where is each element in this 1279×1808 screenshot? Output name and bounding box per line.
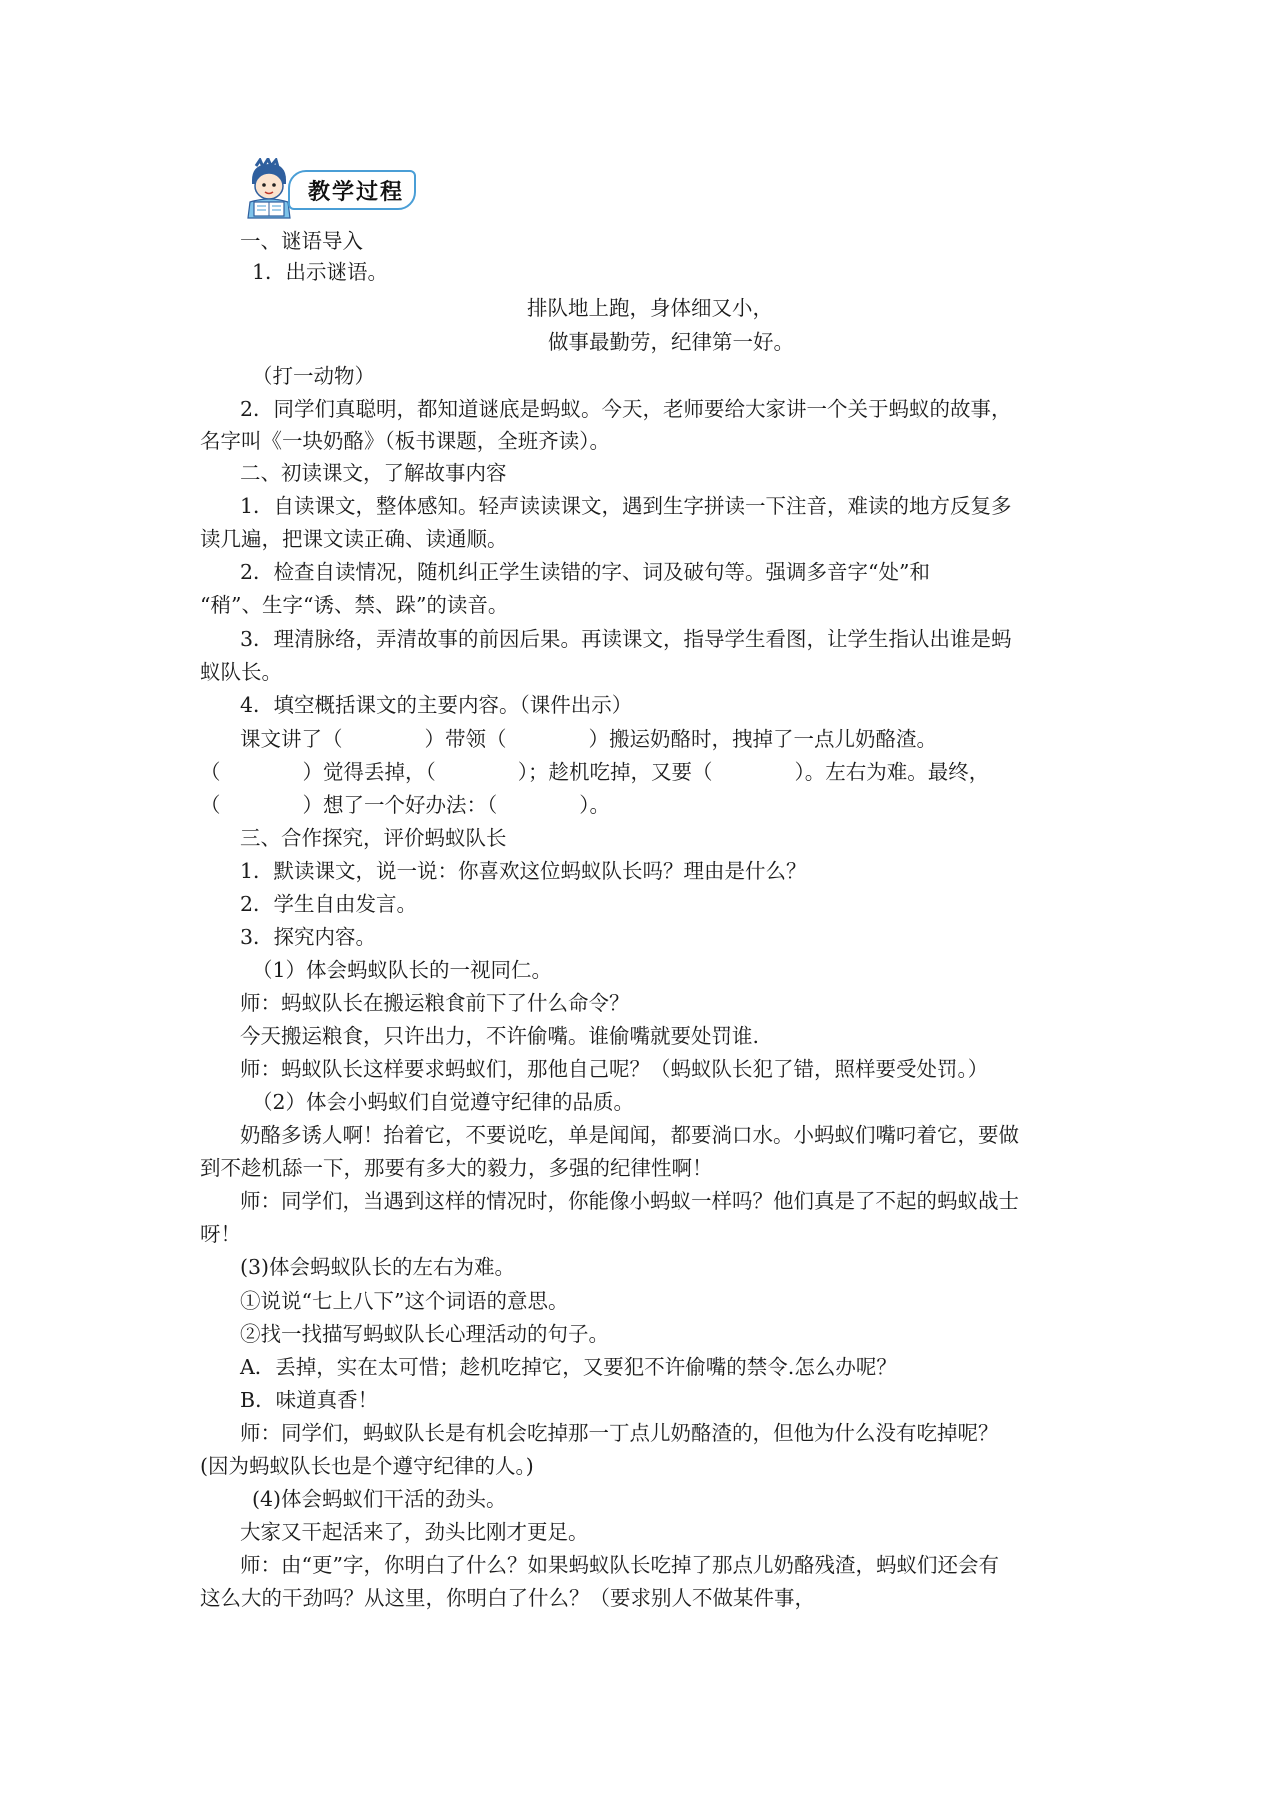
paragraph: ②找一找描写蚂蚁队长心理活动的句子。 (240, 1322, 609, 1346)
sub-heading: （2）体会小蚂蚁们自觉遵守纪律的品质。 (252, 1090, 635, 1114)
teacher-line: 师：蚂蚁队长在搬运粮食前下了什么命令？ (240, 991, 630, 1015)
quote-line: 今天搬运粮食，只许出力，不许偷嘴。谁偷嘴就要处罚谁. (240, 1024, 760, 1048)
sub-heading: (4)体会蚂蚁们干活的劲头。 (252, 1487, 507, 1511)
paragraph: 名字叫《一块奶酪》（板书课题，全班齐读）。 (200, 429, 610, 453)
heading-first-reading: 二、初读课文，了解故事内容 (240, 461, 507, 485)
riddle-line: 排队地上跑，身体细又小， (527, 296, 773, 320)
riddle-line: 做事最勤劳，纪律第一好。 (548, 330, 794, 354)
fill-blank-line: （ ）想了一个好办法：（ ）。 (200, 793, 610, 817)
paragraph: 1．自读课文，整体感知。轻声读读课文，遇到生字拼读一下注音，难读的地方反复多 (240, 494, 1012, 518)
quote-line: 大家又干起活来了，劲头比刚才更足。 (240, 1520, 589, 1544)
paragraph: (因为蚂蚁队长也是个遵守纪律的人。) (200, 1454, 534, 1478)
teacher-line: 师：由“更”字，你明白了什么？如果蚂蚁队长吃掉了那点儿奶酪残渣，蚂蚁们还会有 (240, 1553, 999, 1577)
paragraph: 蚁队长。 (200, 660, 282, 684)
paragraph: 到不趁机舔一下，那要有多大的毅力，多强的纪律性啊！ (200, 1156, 713, 1180)
option-line: A．丢掉，实在太可惜；趁机吃掉它，又要犯不许偷嘴的禁令.怎么办呢？ (240, 1355, 897, 1379)
option-line: B．味道真香！ (240, 1388, 379, 1412)
heading-cooperative-inquiry: 三、合作探究，评价蚂蚁队长 (240, 826, 507, 850)
section-title: 教学过程 (308, 180, 405, 205)
paragraph: （打一动物） (252, 364, 375, 388)
paragraph: 读几遍，把课文读正确、读通顺。 (200, 527, 508, 551)
paragraph: 1．默读课文，说一说：你喜欢这位蚂蚁队长吗？理由是什么？ (240, 859, 807, 883)
paragraph: 2．检查自读情况，随机纠正学生读错的字、词及破句等。强调多音字“处”和 (240, 560, 931, 584)
paragraph: 2．学生自由发言。 (240, 892, 418, 916)
section-title-box (288, 170, 416, 210)
heading-riddle-intro: 一、谜语导入 (240, 229, 363, 253)
paragraph: 3．探究内容。 (240, 925, 377, 949)
teacher-line: 师：同学们，蚂蚁队长是有机会吃掉那一丁点儿奶酪渣的，但他为什么没有吃掉呢？ (240, 1421, 999, 1445)
fill-blank-line: （ ）觉得丢掉，（ ）；趁机吃掉，又要（ ）。左右为难。最终， (200, 760, 990, 784)
paragraph: 奶酪多诱人啊！抬着它，不要说吃，单是闻闻，都要淌口水。小蚂蚁们嘴叼着它，要做 (240, 1123, 1019, 1147)
sub-heading: （1）体会蚂蚁队长的一视同仁。 (252, 958, 553, 982)
paragraph: ①说说“七上八下”这个词语的意思。 (240, 1289, 569, 1313)
sub-heading: (3)体会蚂蚁队长的左右为难。 (240, 1255, 516, 1279)
paragraph: 1．出示谜语。 (252, 260, 389, 284)
teacher-line: 师：同学们，当遇到这样的情况时，你能像小蚂蚁一样吗？他们真是了不起的蚂蚁战士 (240, 1189, 1019, 1213)
paragraph: 2．同学们真聪明，都知道谜底是蚂蚁。今天，老师要给大家讲一个关于蚂蚁的故事， (240, 397, 1012, 421)
section-header (238, 158, 418, 220)
teacher-line: 师：蚂蚁队长这样要求蚂蚁们，那他自己呢？（蚂蚁队长犯了错，照样要受处罚。） (240, 1057, 989, 1081)
paragraph: 3．理清脉络，弄清故事的前因后果。再读课文，指导学生看图，让学生指认出谁是蚂 (240, 627, 1012, 651)
paragraph: 这么大的干劲吗？从这里，你明白了什么？（要求别人不做某件事， (200, 1586, 815, 1610)
paragraph: “稍”、生字“诱、禁、跺”的读音。 (200, 593, 509, 617)
paragraph: 呀！ (200, 1222, 241, 1246)
paragraph: 4．填空概括课文的主要内容。（课件出示） (240, 693, 633, 717)
fill-blank-line: 课文讲了（ ）带领（ ）搬运奶酪时，拽掉了一点儿奶酪渣。 (240, 727, 937, 751)
